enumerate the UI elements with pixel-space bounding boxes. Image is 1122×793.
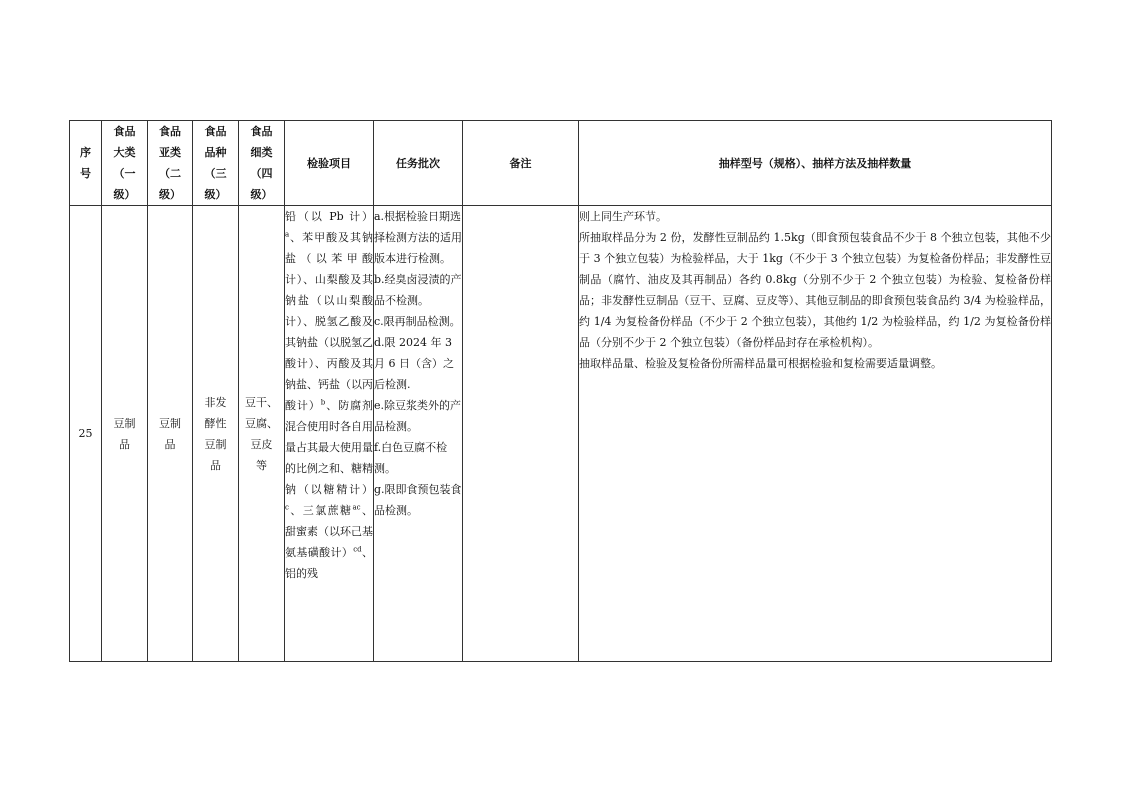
batch-note: a.根据检验日期选择检测方法的适用版本进行检测。 [374,210,462,265]
batch-note: c.限再制品检测。 [374,315,461,328]
header-category-3: 食品 品种 （三 级） [193,121,239,206]
row-category-1: 豆制 品 [102,206,148,662]
row-category-3: 非发 酵性 豆制 品 [193,206,239,662]
table-row [70,206,1052,662]
header-test-items: 检验项目 [285,121,374,206]
row-category-2: 豆制 品 [148,206,193,662]
header-category-4: 食品 细类 （四 级） [239,121,285,206]
row-seq: 25 [70,206,102,662]
batch-note: e.除豆浆类外的产品检测。 [374,399,462,433]
row-test-items: 铅（以 Pb 计）$^a$、苯甲酸及其钠盐（以苯甲酸计）、山梨酸及其钠盐（以山梨酸计）、脱氢乙酸及其钠盐（以脱氢乙酸计）、丙酸及其钠盐、钙盐（以丙酸计）$^b$、防腐剂混合使用时各自用量占其最大使用量的比例之和、糖精钠（以糖精计）$^c$、三氯蔗糖$^{ac}$、甜蜜素（以环己基氨基磺酸计）$^{cd}$、铝的残 [285,206,374,662]
batch-note: f.白色豆腐不检测。 [374,441,448,475]
header-sampling-method: 抽样型号（规格）、抽样方法及抽样数量 [579,121,1052,206]
batch-note: b.经臭卤浸渍的产品不检测。 [374,273,462,307]
header-seq: 序 号 [70,121,102,206]
header-remarks: 备注 [463,121,579,206]
batch-note: g.限即食预包装食品检测。 [374,483,462,517]
header-category-2: 食品 亚类 （二 级） [148,121,193,206]
method-paragraph: 抽取样品量、检验及复检备份所需样品量可根据检验和复检需要适量调整。 [579,357,942,370]
method-paragraph: 则上同生产环节。 [579,210,667,223]
row-category-4: 豆干、 豆腐、 豆皮 等 [239,206,285,662]
header-row [70,121,1052,206]
header-category-1: 食品 大类 （一 级） [102,121,148,206]
row-sampling-method [579,206,1052,662]
sampling-table [69,120,1052,662]
header-task-batch: 任务批次 [374,121,463,206]
batch-note: d.限 2024 年 3 月 6 日（含）之后检测. [374,336,454,391]
row-remarks [463,206,579,662]
row-task-batch [374,206,463,662]
method-paragraph: 所抽取样品分为 2 份，发酵性豆制品约 1.5kg（即食预包装食品不少于 8 个独立包装，其他不少于 3 个独立包装）为检验样品，大于 1kg（不少于 3 个独立包装）为复检备份样品；非发酵性豆制品（腐竹、油皮及其再制品）各约 0.8kg（分别不少于 2 个独立包装）为检验、复检备份样品；非发酵性豆制品（豆干、豆腐、豆皮等）、其他豆制品的即食预包装食品约 3/4 为检验样品，约 1/4 为复检备份样品（不少于 2 个独立包装），其他约 1/2 为检验样品，约 1/2 为复检备份样品（分别不少于 2 个独立包装）（备份样品封存在承检机构）。 [579,231,1051,349]
